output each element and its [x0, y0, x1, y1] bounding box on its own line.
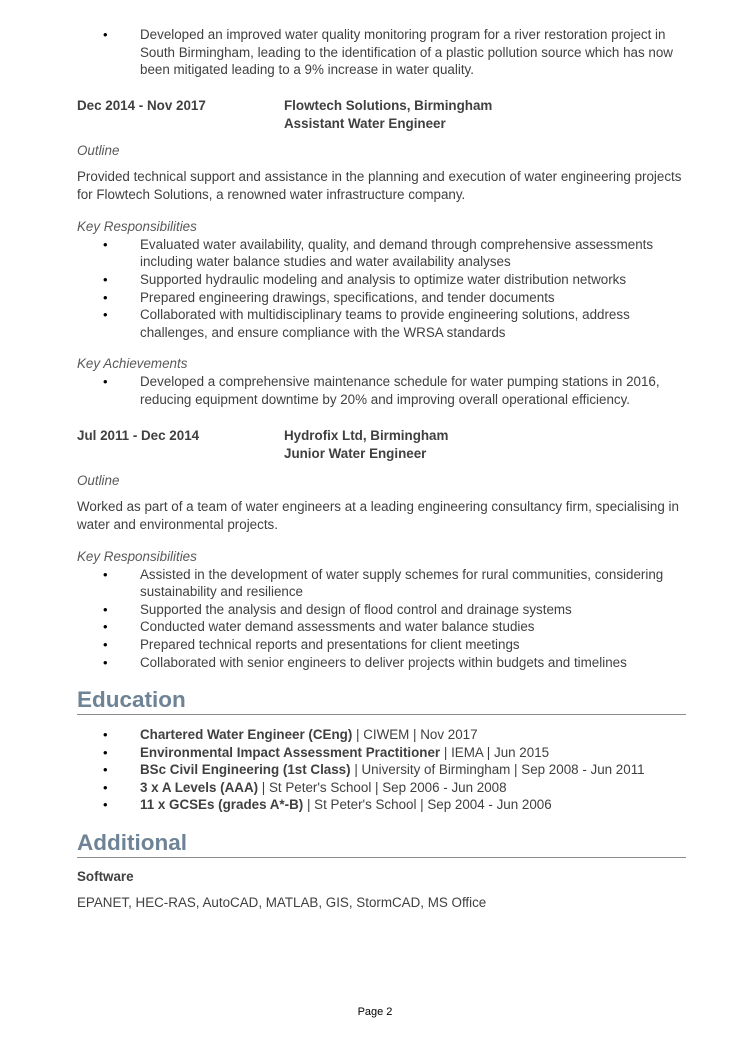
qualification-name: Chartered Water Engineer (CEng)	[140, 727, 353, 743]
page-number: Page 2	[357, 1006, 393, 1018]
qualification-detail: | St Peter's School | Sep 2004 - Jun 2006	[303, 797, 552, 813]
education-section	[77, 687, 686, 814]
list-item: • Collaborated with senior engineers to deliver projects within budgets and timelines	[77, 654, 686, 672]
achievements-list	[77, 373, 686, 408]
list-item: • Developed an improved water quality monitoring program for a river restoration project in South Birmingham, leading to the identification of a plastic pollution source which has now been mitigated leading to a 9% increase in water quality.	[77, 26, 686, 79]
cv-page	[77, 26, 686, 912]
job-outline: Worked as part of a team of water engineers at a leading engineering consultancy firm, specialising in water and environmental projects.	[77, 498, 679, 532]
list-item: • Supported the analysis and design of flood control and drainage systems	[77, 601, 686, 619]
additional-heading: Additional	[77, 830, 686, 858]
intro-bullet-list	[77, 26, 686, 79]
achievements-label: Key Achievements	[77, 356, 188, 372]
list-item: • Collaborated with multidisciplinary teams to provide engineering solutions, address challenges, and ensure compliance with the WRSA standards	[77, 306, 686, 341]
job-role: Assistant Water Engineer	[284, 115, 446, 131]
qualification-name: 3 x A Levels (AAA)	[140, 779, 259, 795]
list-item: • Prepared technical reports and presentations for client meetings	[77, 636, 686, 654]
qualification-detail: | St Peter's School | Sep 2006 - Jun 2008	[258, 779, 507, 795]
qualification-detail: | CIWEM | Nov 2017	[352, 727, 478, 743]
list-item: • Prepared engineering drawings, specifications, and tender documents	[77, 289, 686, 307]
job-company: Hydrofix Ltd, Birmingham	[284, 427, 449, 443]
job-dates: Dec 2014 - Nov 2017	[77, 97, 206, 113]
job-entry	[77, 427, 686, 672]
education-list	[77, 726, 686, 814]
job-header	[77, 97, 686, 133]
list-item: • Conducted water demand assessments and water balance studies	[77, 618, 686, 636]
responsibilities-list	[77, 236, 686, 342]
list-item	[77, 796, 686, 814]
job-dates: Jul 2011 - Dec 2014	[77, 427, 200, 443]
job-entry	[77, 97, 686, 409]
outline-label: Outline	[77, 142, 120, 158]
list-item: • Evaluated water availability, quality, and demand through comprehensive assessments including water balance studies and water availability analyses	[77, 236, 686, 271]
software-label: Software	[77, 869, 134, 885]
responsibilities-label: Key Responsibilities	[77, 548, 197, 564]
qualification-name: BSc Civil Engineering (1st Class)	[140, 762, 351, 778]
list-item: • Assisted in the development of water supply schemes for rural communities, considering sustainability and resilience	[77, 566, 686, 601]
qualification-detail: | University of Birmingham | Sep 2008 - Jun 2011	[350, 762, 645, 778]
job-role: Junior Water Engineer	[284, 445, 427, 461]
education-heading: Education	[77, 687, 686, 715]
additional-section	[77, 830, 686, 912]
software-list: EPANET, HEC-RAS, AutoCAD, MATLAB, GIS, StormCAD, MS Office	[77, 895, 487, 911]
responsibilities-list	[77, 566, 686, 672]
list-item	[77, 779, 686, 797]
qualification-detail: | IEMA | Jun 2015	[440, 744, 550, 760]
list-item	[77, 744, 686, 762]
list-item	[77, 761, 686, 779]
list-item	[77, 726, 686, 744]
job-outline: Provided technical support and assistance in the planning and execution of water engineering projects for Flowtech Solutions, a renowned water infrastructure company.	[77, 168, 682, 202]
qualification-name: 11 x GCSEs (grades A*-B)	[140, 797, 304, 813]
outline-label: Outline	[77, 472, 120, 488]
job-company: Flowtech Solutions, Birmingham	[284, 97, 493, 113]
list-item: • Supported hydraulic modeling and analysis to optimize water distribution networks	[77, 271, 686, 289]
qualification-name: Environmental Impact Assessment Practitioner	[140, 744, 441, 760]
list-item: • Developed a comprehensive maintenance schedule for water pumping stations in 2016, reducing equipment downtime by 20% and improving overall operational efficiency.	[77, 373, 686, 408]
responsibilities-label: Key Responsibilities	[77, 218, 197, 234]
job-header	[77, 427, 686, 463]
